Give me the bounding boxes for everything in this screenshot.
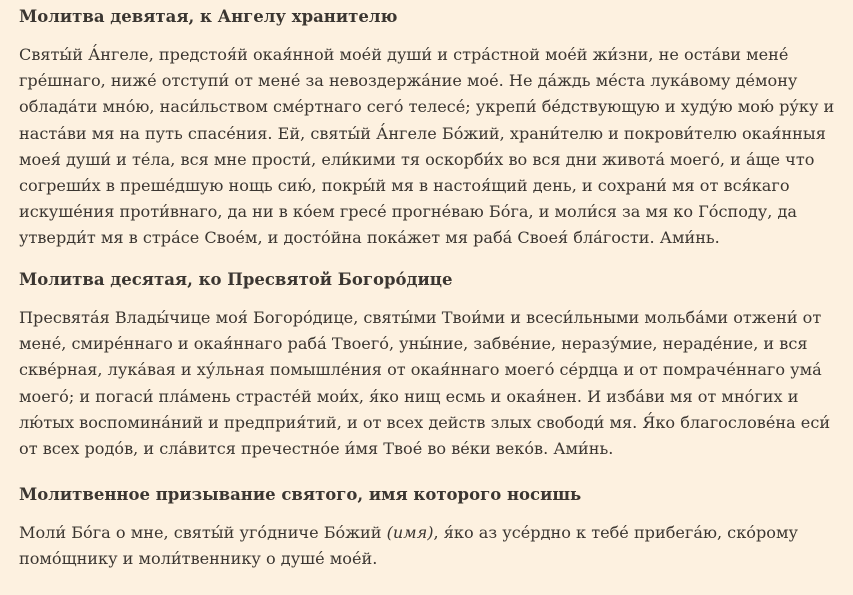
name-placeholder: (имя) <box>386 523 434 542</box>
prayer-name-line1-start: Моли́ Бо́га о мне, святы́й уго́дниче Бо́жий <box>19 523 387 542</box>
prayer-10-line: мене́, смире́ннаго и окая́ннаго раба́ Твоего́, уны́ние, забве́ние, неразу́мие, нераде́ние, и вся <box>19 334 808 354</box>
prayer-10-line: моего́; и погаси́ пла́мень страсте́й мои́х, я́ко нищ есмь и окая́нен. И изба́ви мя от мно́гих и <box>19 386 799 406</box>
prayer-10-line: скве́рная, лука́вая и ху́льная помышле́ния от окая́ннаго моего́ се́рдца и от помраче́ннаго ума́ <box>19 360 822 380</box>
prayer-name-text <box>19 520 845 572</box>
prayer-10-title: Молитва десятая, ко Пресвятой Богоро́дице <box>19 270 453 289</box>
prayer-9-line: гре́шнаго, ниже́ отступи́ от мене́ за невоздержа́ние мое́. Не да́ждь ме́ста лука́вому де́мону <box>19 71 798 91</box>
prayer-9-line: искуше́ния проти́внаго, да ни в ко́ем гресе́ прогне́ваю Бо́га, и моли́ся за мя ко Го́споду, да <box>19 202 798 222</box>
prayer-9-line: утверди́т мя в стра́се Свое́м, и досто́йна пока́жет мя раба́ Своея́ бла́гости. Ами́нь. <box>19 228 720 248</box>
prayer-9-line: согреши́х в преше́дшую нощь сию́, покры́й мя в настоя́щий день, и сохрани́ мя от вся́каго <box>19 176 790 196</box>
prayer-10-line: Пресвята́я Влады́чице моя́ Богоро́дице, святы́ми Твои́ми и всеси́льными мольба́ми отжени́ от <box>19 308 822 327</box>
prayer-9-line: Святы́й А́нгеле, предстоя́й окая́нной мое́й души́ и стра́стной мое́й жи́зни, не оста́ви мене́ <box>19 45 789 64</box>
prayer-name-line: помо́щнику и моли́твеннику о душе́ мое́й. <box>19 549 378 569</box>
prayer-name-line1-end: , я́ко аз усе́рдно к тебе́ прибега́ю, ско́рому <box>433 523 798 542</box>
prayer-9-line: облада́ти мно́ю, наси́льством сме́ртнаго сего́ телесе́; укрепи́ бе́дствующую и худу́ю мою́ ру́ку и <box>19 97 835 117</box>
prayer-name-line <box>19 520 845 546</box>
prayer-section-10 <box>19 269 845 462</box>
prayer-10-line: от всех родо́в, и сла́вится пречестно́е и́мя Твое́ во ве́ки веко́в. Ами́нь. <box>19 439 614 459</box>
prayer-10-text <box>19 305 845 462</box>
prayer-section-name <box>19 484 845 572</box>
prayer-name-title: Молитвенное призывание святого, имя которого носишь <box>19 485 582 504</box>
prayer-9-title: Молитва девятая, к Ангелу хранителю <box>19 7 398 26</box>
prayer-9-line: моея́ души́ и те́ла, вся мне прости́, ели́кими тя оскорби́х во вся дни живота́ моего́, и а́ще что <box>19 149 815 169</box>
prayer-9-line: наста́ви мя на путь спасе́ния. Ей, святы́й А́нгеле Бо́жий, храни́телю и покрови́телю окая́нныя <box>19 123 826 143</box>
prayer-section-9 <box>19 6 845 252</box>
prayer-9-text <box>19 42 845 252</box>
prayer-10-line: лю́тых воспомина́ний и предприя́тий, и от всех действ злых свободи́ мя. Я́ко благослове́на еси́ <box>19 412 831 432</box>
